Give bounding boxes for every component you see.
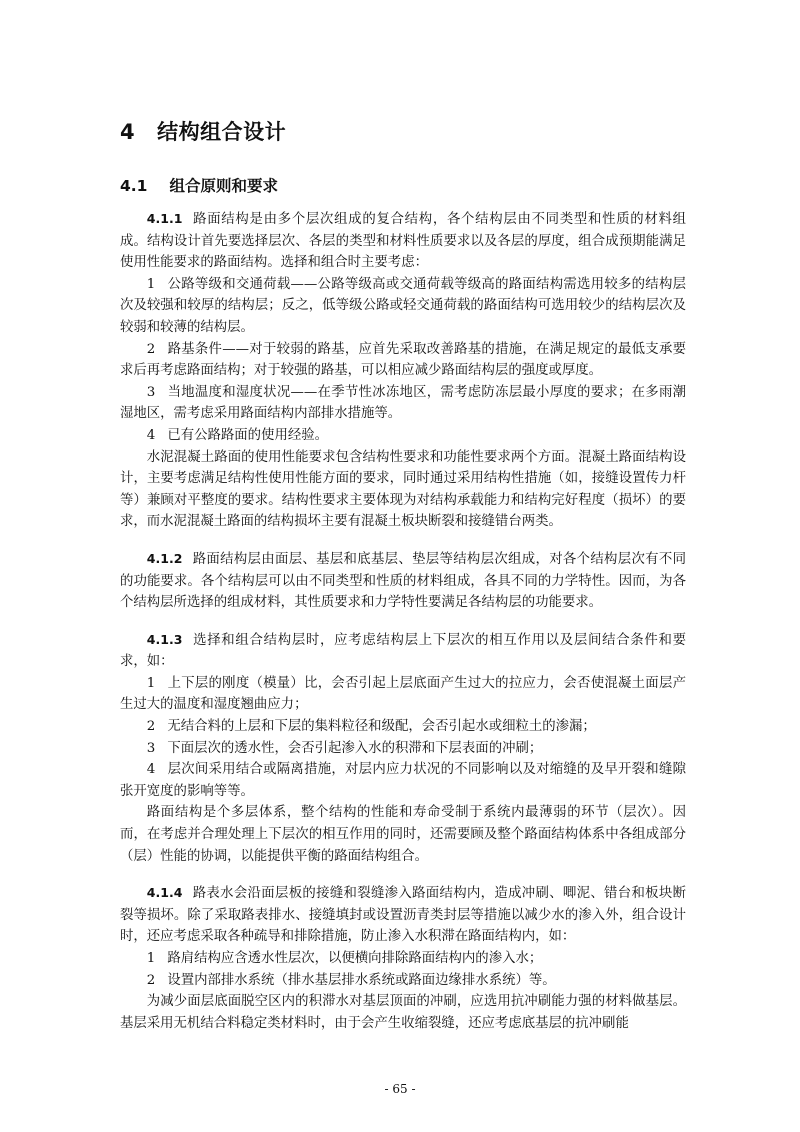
list-item-text: 已有公路路面的使用经验。 xyxy=(167,427,329,443)
list-item xyxy=(120,970,686,992)
clause-4-1-3-intro xyxy=(120,629,686,673)
section-title xyxy=(120,174,278,196)
list-item-text: 层次间采用结合或隔离措施，对层内应力状况的不同影响以及对缩缝的及早开裂和缝隙张开宽度的影响等等。 xyxy=(120,762,686,799)
list-item xyxy=(120,382,686,425)
list-item xyxy=(120,738,686,760)
list-item-text: 路基条件——对于较弱的路基，应首先采取改善路基的措施，在满足规定的最低支承要求后再考虑路面结构；对于较强的路基，可以相应减少路面结构层的强度或厚度。 xyxy=(120,341,686,379)
clause-4-1-4-intro xyxy=(120,882,686,948)
section-title-text: 组合原则和要求 xyxy=(169,177,278,195)
list-item xyxy=(120,716,686,738)
list-item-number: 1 xyxy=(146,276,156,292)
list-item-text: 无结合料的上层和下层的集料粒径和级配，会否引起水或细粒土的渗漏； xyxy=(167,719,596,735)
paragraph: 路面结构是个多层体系，整个结构的性能和寿命受制于系统内最薄弱的环节（层次）。因而，在考虑并合理处理上下层次的相互作用的同时，还需要顾及整个路面结构体系中各组成部分（层）性能的协调，以能提供平衡的路面结构组合。 xyxy=(120,805,686,864)
list-item-number: 4 xyxy=(146,427,156,443)
list-item xyxy=(120,759,686,802)
list-item-text: 上下层的刚度（模量）比，会否引起上层底面产生过大的拉应力，会否使混凝土面层产生过大的温度和湿度翘曲应力； xyxy=(120,675,686,713)
clause-4-1-1-intro xyxy=(120,208,686,274)
clause-4-1-2 xyxy=(120,548,686,614)
paragraph-text: 选择和组合结构层时，应考虑结构层上下层次的相互作用以及层间结合条件和要求，如： xyxy=(120,632,686,670)
paragraph-text: 路面结构层由面层、基层和底基层、垫层等结构层次组成，对各个结构层次有不同的功能要求。各个结构层可以由不同类型和性质的材料组成，各具不同的力学特性。因而，为各个结构层所选择的组成材料，其性质要求和力学特性要满足各结构层的功能要求。 xyxy=(120,551,686,611)
list-item-number: 1 xyxy=(146,675,156,691)
paragraph: 水泥混凝土路面的使用性能要求包含结构性要求和功能性要求两个方面。混凝土路面结构设计，主要考虑满足结构性使用性能方面的要求，同时通过采用结构性措施（如，接缝设置传力杆等）兼顾对平整度的要求。结构性要求主要体现为对结构承载能力和结构完好程度（损坏）的要求，而水泥混凝土路面的结构损坏主要有混凝土板块断裂和接缝错台两类。 xyxy=(120,449,686,530)
list-item-number: 3 xyxy=(146,384,156,400)
clause-number: 4.1.4 xyxy=(146,885,183,901)
paragraph: 为减少面层底面脱空区内的积滞水对基层顶面的冲刷，应选用抗冲刷能力强的材料做基层。基层采用无机结合料稳定类材料时，由于会产生收缩裂缝，还应考虑底基层的抗冲刷能 xyxy=(120,994,686,1031)
chapter-title-text: 结构组合设计 xyxy=(157,120,287,144)
list-item xyxy=(120,673,686,716)
list-item-number: 2 xyxy=(146,719,156,735)
chapter-number: 4 xyxy=(120,120,136,144)
list-item-number: 4 xyxy=(146,762,156,778)
list-item-number: 2 xyxy=(146,341,156,357)
list-item xyxy=(120,339,686,382)
list-item xyxy=(120,274,686,339)
page-number: - 65 - xyxy=(384,1082,416,1096)
list-item-text: 公路等级和交通荷载——公路等级高或交通荷载等级高的路面结构需选用较多的结构层次及较强和较厚的结构层；反之，低等级公路或轻交通荷载的路面结构可选用较少的结构层次及较弱和较薄的结构层。 xyxy=(120,276,686,335)
list-item-text: 设置内部排水系统（排水基层排水系统或路面边缘排水系统）等。 xyxy=(167,972,556,988)
section-number: 4.1 xyxy=(120,177,148,195)
list-item-text: 路肩结构应含透水性层次，以便横向排除路面结构内的渗入水； xyxy=(167,951,543,966)
clause-number: 4.1.3 xyxy=(146,631,183,647)
list-item-number: 3 xyxy=(146,740,156,756)
body-text xyxy=(120,208,686,1034)
list-item xyxy=(120,425,686,447)
clause-number: 4.1.2 xyxy=(146,550,183,566)
chapter-title xyxy=(120,116,286,146)
list-item-text: 当地温度和湿度状况——在季节性冰冻地区，需考虑防冻层最小厚度的要求；在多雨潮湿地区，需考虑采用路面结构内部排水措施等。 xyxy=(120,384,686,422)
paragraph-text: 路面结构是由多个层次组成的复合结构，各个结构层由不同类型和性质的材料组成。结构设计首先要选择层次、各层的类型和材料性质要求以及各层的厚度，组合成预期能满足使用性能要求的路面结构。选择和组合时主要考虑： xyxy=(120,212,686,271)
list-item-text: 下面层次的透水性，会否引起渗入水的积滞和下层表面的冲刷； xyxy=(167,740,543,756)
list-item-number: 1 xyxy=(146,951,156,966)
clause-number: 4.1.1 xyxy=(146,211,183,226)
list-item xyxy=(120,948,686,970)
paragraph-text: 路表水会沿面层板的接缝和裂缝渗入路面结构内，造成冲刷、唧泥、错台和板块断裂等损坏。除了采取路表排水、接缝填封或设置沥青类封层等措施以减少水的渗入外，组合设计时，还应考虑采取各种疏导和排除措施，防止渗入水积滞在路面结构内，如： xyxy=(120,886,686,945)
list-item-number: 2 xyxy=(146,972,156,988)
